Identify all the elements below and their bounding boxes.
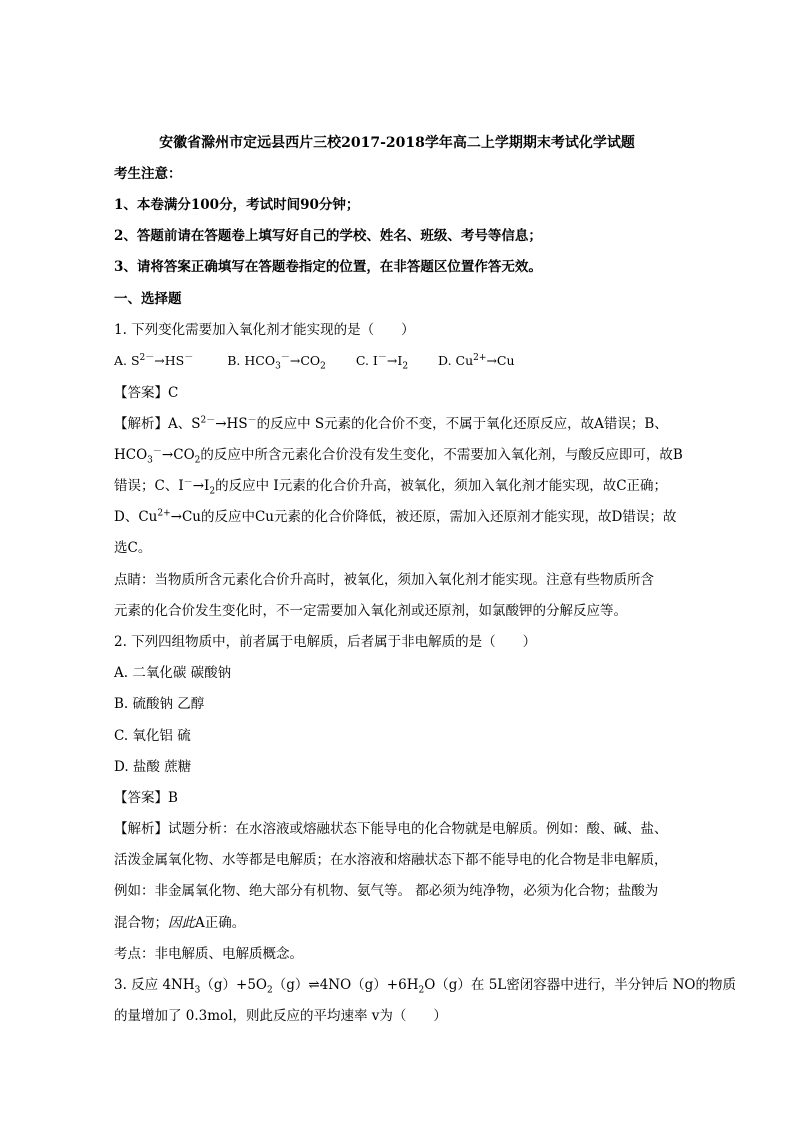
question-2-analysis-line: 混合物；因此A正确。 [114, 915, 246, 931]
question-1-analysis-line: $HCO_3^-\to CO_2$的反应中所含元素化合价没有发生变化，不需要加入氧化剂，与酸反应即可，故B [114, 446, 683, 466]
page-title: 安徽省滁州市定远县西片三校2017-2018学年高二上学期期末考试化学试题 [159, 135, 635, 151]
notice-heading: 考生注意： [114, 166, 182, 182]
question-3-stem-line: 3. 反应 $4NH_3(g)+5O_2(g)\rightleftharpoons 4NO(g)+6H_2O(g)$在 5L密闭容器中进行，半分钟后 NO的物质 [114, 977, 736, 996]
option-b: B. $HCO_3^-\to CO_2$ [227, 352, 326, 372]
question-2-option: B. 硫酸钠 乙醇 [114, 696, 205, 712]
question-1-analysis-line: 选C。 [114, 540, 152, 556]
notice-item: 2、答题前请在答题卷上填写好自己的学校、姓名、班级、考号等信息； [114, 228, 542, 244]
notice-item: 3、请将答案正确填写在答题卷指定的位置，在非答题区位置作答无效。 [114, 259, 542, 275]
question-2-option: D. 盐酸 蔗糖 [114, 759, 192, 775]
question-2-analysis-line: 活泼金属氧化物、水等都是电解质；在水溶液和熔融状态下都不能导电的化合物是非电解质， [114, 852, 668, 868]
question-1-answer: 【答案】C [114, 385, 179, 401]
question-2-option: C. 氧化铝 硫 [114, 728, 191, 744]
question-2-kaodian: 考点：非电解质、电解质概念。 [114, 946, 303, 962]
question-2-analysis-line: 【解析】试题分析：在水溶液或熔融状态下能导电的化合物就是电解质。例如：酸、碱、盐、 [114, 821, 668, 837]
question-2-analysis-line: 例如：非金属氧化物、绝大部分有机物、氨气等。 都必须为纯净物，必须为化合物；盐酸为 [114, 883, 659, 899]
question-2-stem: 2. 下列四组物质中，前者属于电解质，后者属于非电解质的是（ ） [114, 634, 537, 650]
option-c: C. $I^-\to I_2$ [355, 352, 409, 372]
question-1-point: 元素的化合价发生变化时，不一定需要加入氧化剂或还原剂，如氯酸钾的分解反应等。 [114, 603, 627, 619]
question-1-analysis-line: 错误；C、$I^-\to I_2$的反应中 I元素的化合价升高，被氧化，须加入氧化剂才能实现，故C正确； [114, 477, 668, 497]
question-1-point: 点睛：当物质所含元素化合价升高时，被氧化，须加入氧化剂才能实现。注意有些物质所含 [114, 572, 654, 588]
option-d: D. $Cu^{2+}\to Cu$ [438, 352, 515, 368]
question-3-stem-line: 的量增加了 0.3mol，则此反应的平均速率 v为（ ） [114, 1008, 447, 1024]
notice-item: 1、本卷满分100分，考试时间90分钟； [114, 197, 360, 213]
question-1-options [114, 351, 684, 371]
question-1-analysis-line: D、$Cu^{2+}\to Cu$的反应中Cu元素的化合价降低，被还原，需加入还原剂才能实现，故D错误；故 [114, 508, 677, 525]
section-heading: 一、选择题 [114, 291, 182, 307]
question-2-answer: 【答案】B [114, 790, 178, 806]
question-2-option: A. 二氧化碳 碳酸钠 [114, 665, 232, 681]
question-1-analysis-line: 【解析】A、$S^{2-}\to HS^-$的反应中 S元素的化合价不变，不属于氧化还原反应，故A错误；B、 [114, 415, 668, 432]
option-a: A. $S^{2-}\to HS^-$ [114, 352, 194, 368]
question-1-stem: 1. 下列变化需要加入氧化剂才能实现的是（ ） [114, 322, 415, 338]
